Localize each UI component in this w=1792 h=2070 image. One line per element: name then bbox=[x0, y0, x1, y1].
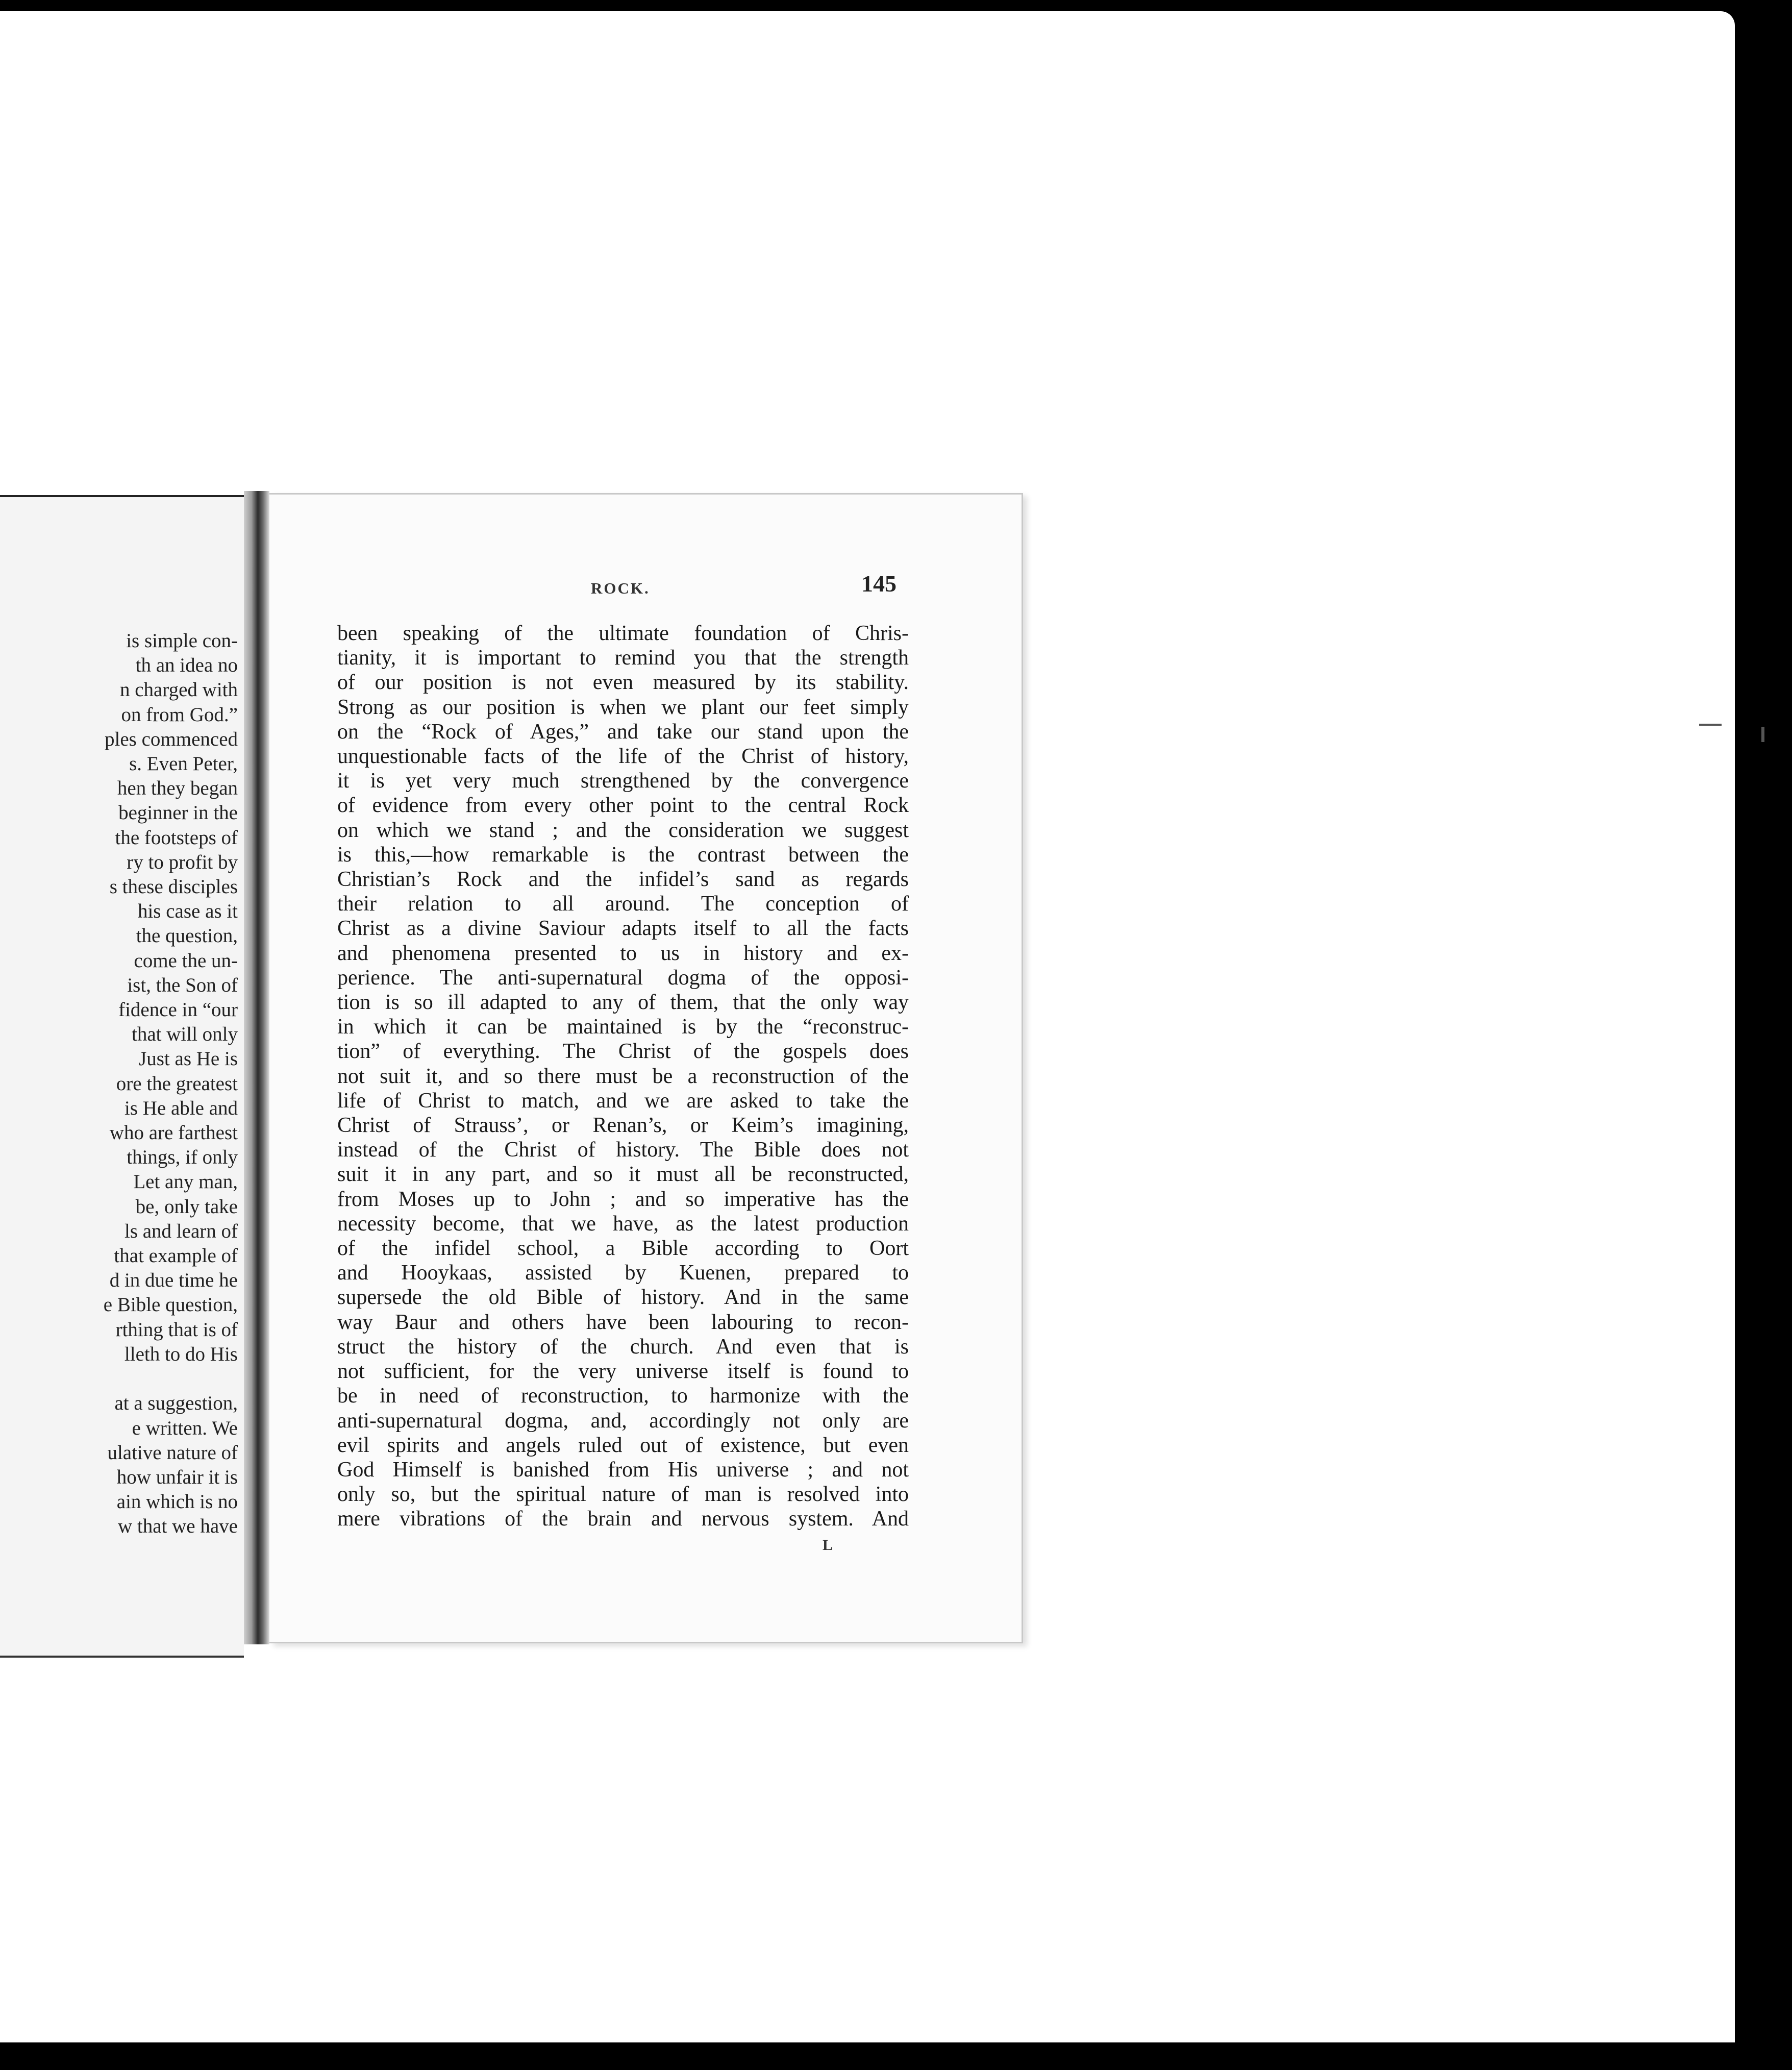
left-text-line: the footsteps of bbox=[115, 826, 238, 849]
body-text-line: Christian’s Rock and the infidel’s sand as regards bbox=[337, 868, 909, 892]
body-text-line: anti-supernatural dogma, and, accordingly not only are bbox=[337, 1409, 909, 1433]
body-text-line: and phenomena presented to us in history and ex- bbox=[337, 941, 909, 965]
body-text-line: not suit it, and so there must be a reconstruction of the bbox=[337, 1064, 909, 1088]
left-text-line: Let any man, bbox=[133, 1171, 238, 1193]
body-text-line: it is yet very much strengthened by the convergence bbox=[337, 769, 909, 793]
body-text-line: not sufficient, for the very universe itself is found to bbox=[337, 1360, 909, 1384]
left-text-line: n charged with bbox=[119, 679, 238, 701]
left-text-line: is He able and bbox=[124, 1097, 238, 1119]
scan-speck bbox=[1761, 727, 1764, 742]
left-text-line: who are farthest bbox=[109, 1122, 238, 1144]
body-text-line: of evidence from every other point to the central Rock bbox=[337, 794, 909, 818]
left-text-line: ry to profit by bbox=[127, 851, 238, 873]
body-text-line: only so, but the spiritual nature of man is resolved into bbox=[337, 1483, 909, 1507]
running-head: ROCK. bbox=[591, 579, 650, 597]
left-text-line: rthing that is of bbox=[115, 1318, 238, 1341]
left-text-line: e written. We bbox=[132, 1417, 238, 1439]
left-text-line: his case as it bbox=[137, 900, 238, 923]
left-text-line: that will only bbox=[132, 1023, 238, 1046]
left-text-line: ore the greatest bbox=[116, 1072, 238, 1095]
body-text-line: on which we stand ; and the consideration we suggest bbox=[337, 818, 909, 842]
left-text-line: e Bible question, bbox=[103, 1294, 238, 1316]
body-text-line: evil spirits and angels ruled out of existence, but even bbox=[337, 1433, 909, 1457]
left-text-line: ist, the Son of bbox=[127, 974, 238, 996]
left-text-line: s. Even Peter, bbox=[129, 753, 238, 775]
body-text-line: unquestionable facts of the life of the Christ of history, bbox=[337, 745, 909, 769]
body-text-line: and Hooykaas, assisted by Kuenen, prepared to bbox=[337, 1261, 909, 1285]
left-text-line: s these disciples bbox=[109, 876, 238, 898]
body-text-line: their relation to all around. The conception of bbox=[337, 892, 909, 916]
right-page bbox=[269, 493, 1023, 1643]
body-text-line: Christ of Strauss’, or Renan’s, or Keim’s imagining, bbox=[337, 1114, 909, 1138]
left-text-line: fidence in “our bbox=[118, 999, 238, 1021]
left-text-line: ulative nature of bbox=[107, 1441, 238, 1464]
scan-sheet bbox=[0, 11, 1735, 2042]
left-text-line: at a suggestion, bbox=[114, 1392, 238, 1415]
left-text-line: ain which is no bbox=[116, 1491, 238, 1513]
left-text-line: hen they began bbox=[117, 777, 238, 800]
left-text-line: w that we have bbox=[118, 1515, 238, 1538]
body-text-line: on the “Rock of Ages,” and take our stand upon the bbox=[337, 720, 909, 744]
body-text-line: from Moses up to John ; and so imperative has the bbox=[337, 1187, 909, 1211]
left-text-line: the question, bbox=[136, 925, 238, 947]
signature-mark: L bbox=[823, 1537, 833, 1554]
body-text-line: of our position is not even measured by its stability. bbox=[337, 671, 909, 695]
body-text-line: Christ as a divine Saviour adapts itself to all the facts bbox=[337, 917, 909, 941]
body-text-line: been speaking of the ultimate foundation of Chris- bbox=[337, 622, 909, 645]
body-text-line: way Baur and others have been labouring to recon- bbox=[337, 1310, 909, 1334]
left-text-line bbox=[0, 1367, 238, 1391]
body-text-line: tianity, it is important to remind you that the strength bbox=[337, 646, 909, 670]
left-text-line: come the un- bbox=[134, 949, 238, 972]
left-text-line: Just as He is bbox=[139, 1048, 238, 1070]
book-gutter bbox=[244, 491, 269, 1644]
scan-speck bbox=[1699, 724, 1722, 726]
left-text-line: be, only take bbox=[135, 1195, 238, 1218]
page-body-text bbox=[337, 621, 909, 1532]
left-text-line: ls and learn of bbox=[124, 1220, 238, 1242]
left-text-line: things, if only bbox=[127, 1146, 238, 1169]
body-text-line: tion” of everything. The Christ of the gospels does bbox=[337, 1040, 909, 1064]
left-text-line: ples commenced bbox=[105, 728, 238, 750]
page-number: 145 bbox=[861, 571, 897, 597]
body-text-line: suit it in any part, and so it must all be reconstructed, bbox=[337, 1163, 909, 1187]
body-text-line: mere vibrations of the brain and nervous system. And bbox=[337, 1507, 909, 1531]
body-text-line: is this,—how remarkable is the contrast between the bbox=[337, 843, 909, 867]
left-page-fragment bbox=[0, 495, 244, 1658]
body-text-line: life of Christ to match, and we are asked to take the bbox=[337, 1089, 909, 1113]
body-text-line: in which it can be maintained is by the “reconstruc- bbox=[337, 1015, 909, 1039]
left-text-line: th an idea no bbox=[135, 654, 238, 677]
body-text-line: struct the history of the church. And even that is bbox=[337, 1335, 909, 1359]
left-text-line: beginner in the bbox=[118, 802, 238, 824]
body-text-line: be in need of reconstruction, to harmonize with the bbox=[337, 1384, 909, 1408]
left-text-line: how unfair it is bbox=[116, 1466, 238, 1488]
left-page-text bbox=[0, 629, 238, 1539]
body-text-line: perience. The anti-supernatural dogma of the opposi- bbox=[337, 966, 909, 990]
left-text-line: d in due time he bbox=[109, 1269, 238, 1292]
body-text-line: supersede the old Bible of history. And in the same bbox=[337, 1286, 909, 1310]
left-text-line: lleth to do His bbox=[124, 1343, 238, 1365]
body-text-line: instead of the Christ of history. The Bible does not bbox=[337, 1138, 909, 1162]
left-text-line: on from God.” bbox=[121, 703, 238, 726]
left-text-line: is simple con- bbox=[126, 630, 238, 652]
body-text-line: necessity become, that we have, as the latest production bbox=[337, 1212, 909, 1236]
body-text-line: Strong as our position is when we plant our feet simply bbox=[337, 695, 909, 719]
body-text-line: of the infidel school, a Bible according to Oort bbox=[337, 1237, 909, 1261]
body-text-line: God Himself is banished from His universe ; and not bbox=[337, 1458, 909, 1482]
body-text-line: tion is so ill adapted to any of them, that the only way bbox=[337, 991, 909, 1015]
left-text-line: that example of bbox=[114, 1245, 238, 1267]
